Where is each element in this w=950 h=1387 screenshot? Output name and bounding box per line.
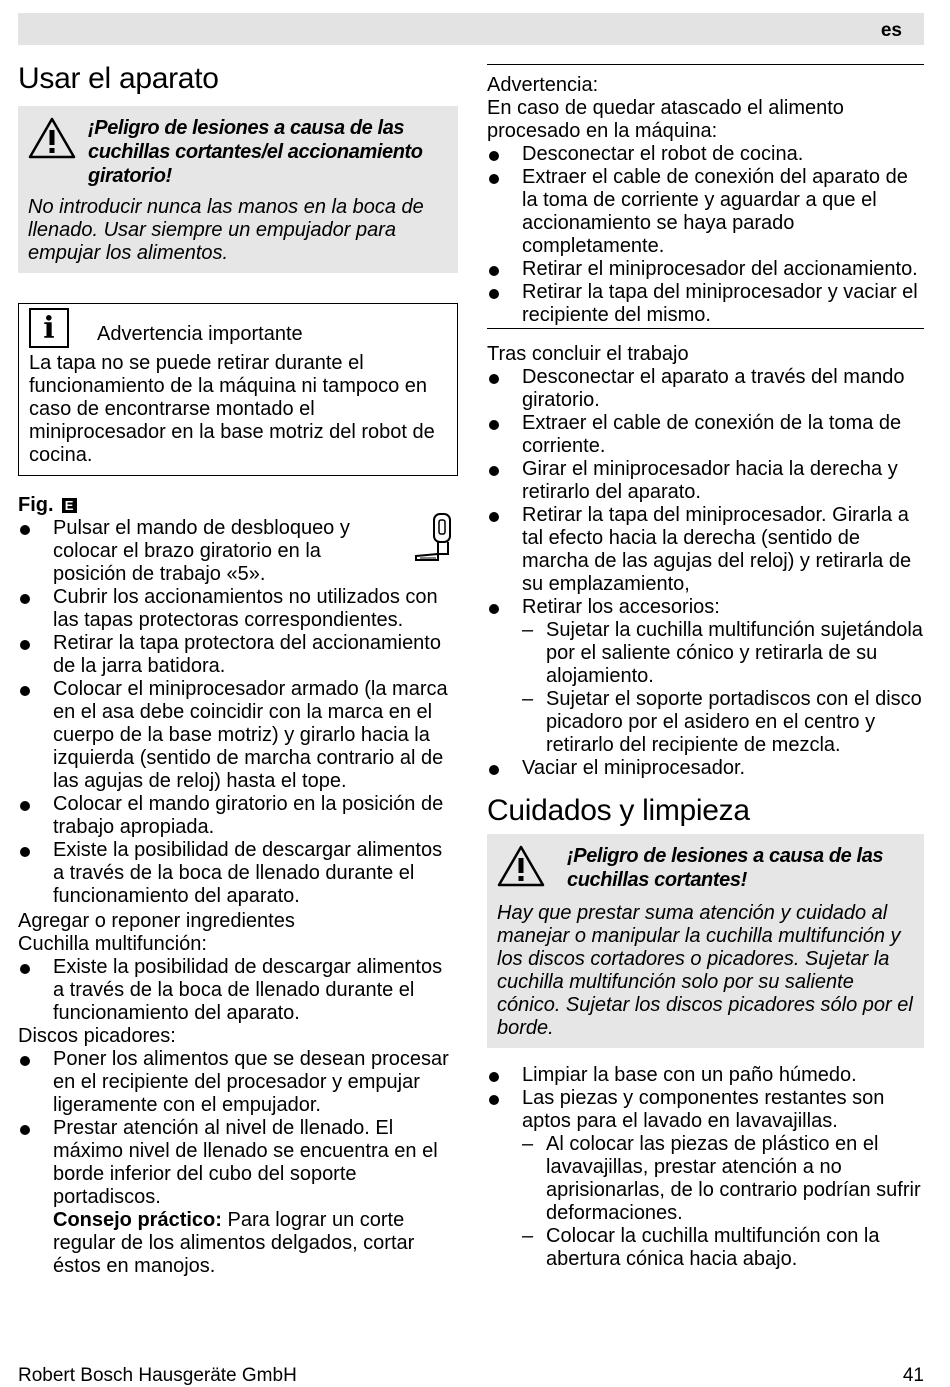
care-warning-title: ¡Peligro de lesiones a causa de las cuchillas cortantes! — [567, 845, 884, 891]
right-column — [487, 64, 924, 1271]
list-item: Poner los alimentos que se desean procesar en el recipiente del procesador y empujar ligeramente con el empujador. — [18, 1048, 458, 1117]
warning-box — [18, 106, 458, 273]
list-item — [18, 1117, 458, 1278]
add-ingredients-heading: Agregar o reponer ingredientes — [18, 910, 295, 932]
care-warning-box — [487, 834, 924, 1048]
list-item: Extraer el cable de conexión de la toma de corriente. — [487, 412, 924, 458]
page-number: 41 — [902, 1365, 924, 1386]
list-item: Existe la posibilidad de descargar alimentos a través de la boca de llenado durante el funcionamiento del aparato. — [18, 956, 458, 1025]
list-item — [487, 596, 924, 757]
list-item: Girar el miniprocesador hacia la derecha y retirarlo del aparato. — [487, 458, 924, 504]
tip-label: Consejo práctico: — [53, 1209, 222, 1231]
list-item: Extraer el cable de conexión del aparato de la toma de corriente y aguardar a que el accionamiento se haya parado completamente. — [487, 166, 924, 258]
advertencia-list — [487, 143, 924, 327]
list-item: Colocar el miniprocesador armado (la marca en el asa debe coincidir con la marca en el cuerpo de la base motriz) y girarlo hacia la izquierda (sentido de marcha contrario al de las agujas de reloj) hasta el tope. — [18, 678, 458, 793]
use-steps-list — [18, 517, 458, 908]
divider — [487, 328, 924, 329]
discs-label: Discos picadores: — [18, 1025, 176, 1047]
language-bar — [18, 13, 924, 45]
list-item: – Colocar la cuchilla multifunción con la abertura cónica hacia abajo. — [522, 1225, 924, 1271]
list-item: Desconectar el aparato a través del mando giratorio. — [487, 366, 924, 412]
figure-label: Fig. — [18, 494, 54, 516]
list-item: Colocar el mando giratorio en la posición de trabajo apropiada. — [18, 793, 458, 839]
blade-label: Cuchilla multifunción: — [18, 933, 207, 955]
discs-list — [18, 1048, 458, 1278]
figure-letter: E — [62, 498, 77, 513]
list-item: – Sujetar el soporte portadiscos con el disco picadoro por el asidero en el centro y retirarlo del recipiente de mezcla. — [522, 688, 924, 757]
after-work-heading: Tras concluir el trabajo — [487, 343, 689, 365]
info-title: Advertencia importante — [97, 323, 303, 345]
list-item: Retirar el miniprocesador del accionamiento. — [487, 258, 924, 281]
list-item: Retirar la tapa del miniprocesador y vaciar el recipiente del mismo. — [487, 281, 924, 327]
warning-title: ¡Peligro de lesiones a causa de las cuchillas cortantes/el accionamiento giratorio! — [88, 117, 423, 187]
list-item: Cubrir los accionamientos no utilizados con las tapas protectoras correspondientes. — [18, 586, 458, 632]
list-item: – Sujetar la cuchilla multifunción sujetándola por el saliente cónico y retirarla de su alojamiento. — [522, 619, 924, 688]
section-title-use: Usar el aparato — [18, 62, 219, 95]
accessories-list — [522, 619, 924, 757]
advertencia-heading: Advertencia: — [487, 74, 599, 96]
dishwasher-text: Las piezas y componentes restantes son aptos para el lavado en lavavajillas. — [522, 1087, 885, 1132]
info-box — [18, 303, 458, 476]
section-title-care: Cuidados y limpieza — [487, 794, 750, 827]
warning-triangle-icon — [28, 116, 88, 188]
list-item: Retirar la tapa del miniprocesador. Girarla a tal efecto hacia la derecha (sentido de marcha de las agujas del reloj) y retirarla de su emplazamiento, — [487, 504, 924, 596]
swivel-arm-icon — [412, 510, 458, 568]
info-body: La tapa no se puede retirar durante el funcionamiento de la máquina ni tampoco en caso de encontrarse montado el miniprocesador en la base motriz del robot de cocina. — [29, 352, 435, 466]
figure-reference — [18, 494, 458, 517]
tip-text: Para lograr un corte regular de los alimentos delgados, cortar éstos en manojos. — [53, 1209, 415, 1277]
blade-list — [18, 956, 458, 1025]
footer-company: Robert Bosch Hausgeräte GmbH — [18, 1365, 297, 1386]
list-item: Desconectar el robot de cocina. — [487, 143, 924, 166]
list-item: Limpiar la base con un paño húmedo. — [487, 1064, 924, 1087]
divider — [487, 64, 924, 65]
warning-triangle-icon — [497, 844, 567, 894]
info-icon: i — [29, 308, 69, 348]
list-item: Pulsar el mando de desbloqueo y colocar el brazo giratorio en la posición de trabajo «5». — [18, 517, 458, 586]
fill-level-text: Prestar atención al nivel de llenado. El máximo nivel de llenado se encuentra en el borde inferior del cubo del soporte portadiscos. — [53, 1117, 438, 1208]
care-sub-list — [522, 1133, 924, 1271]
list-item: Retirar la tapa protectora del accionamiento de la jarra batidora. — [18, 632, 458, 678]
after-work-list — [487, 366, 924, 780]
left-column — [18, 62, 458, 1278]
accessories-label: Retirar los accesorios: — [522, 596, 720, 618]
language-code: es — [880, 20, 902, 41]
list-item: – Al colocar las piezas de plástico en el lavavajillas, prestar atención a no aprisionarlas, de lo contrario podrían sufrir deformaciones. — [522, 1133, 924, 1225]
list-item: Vaciar el miniprocesador. — [487, 757, 924, 780]
list-item: Existe la posibilidad de descargar alimentos a través de la boca de llenado durante el funcionamiento del aparato. — [18, 839, 458, 908]
list-item — [487, 1087, 924, 1271]
care-warning-body: Hay que prestar suma atención y cuidado al manejar o manipular la cuchilla multifunción y los discos cortadores o picadores. Sujetar la cuchilla multifunción solo por su saliente cónico. Sujetar los discos picadores sólo por el borde. — [497, 902, 913, 1039]
care-list — [487, 1064, 924, 1271]
advertencia-intro: En caso de quedar atascado el alimento procesado en la máquina: — [487, 97, 844, 142]
warning-body: No introducir nunca las manos en la boca de llenado. Usar siempre un empujador para empujar los alimentos. — [28, 196, 424, 264]
